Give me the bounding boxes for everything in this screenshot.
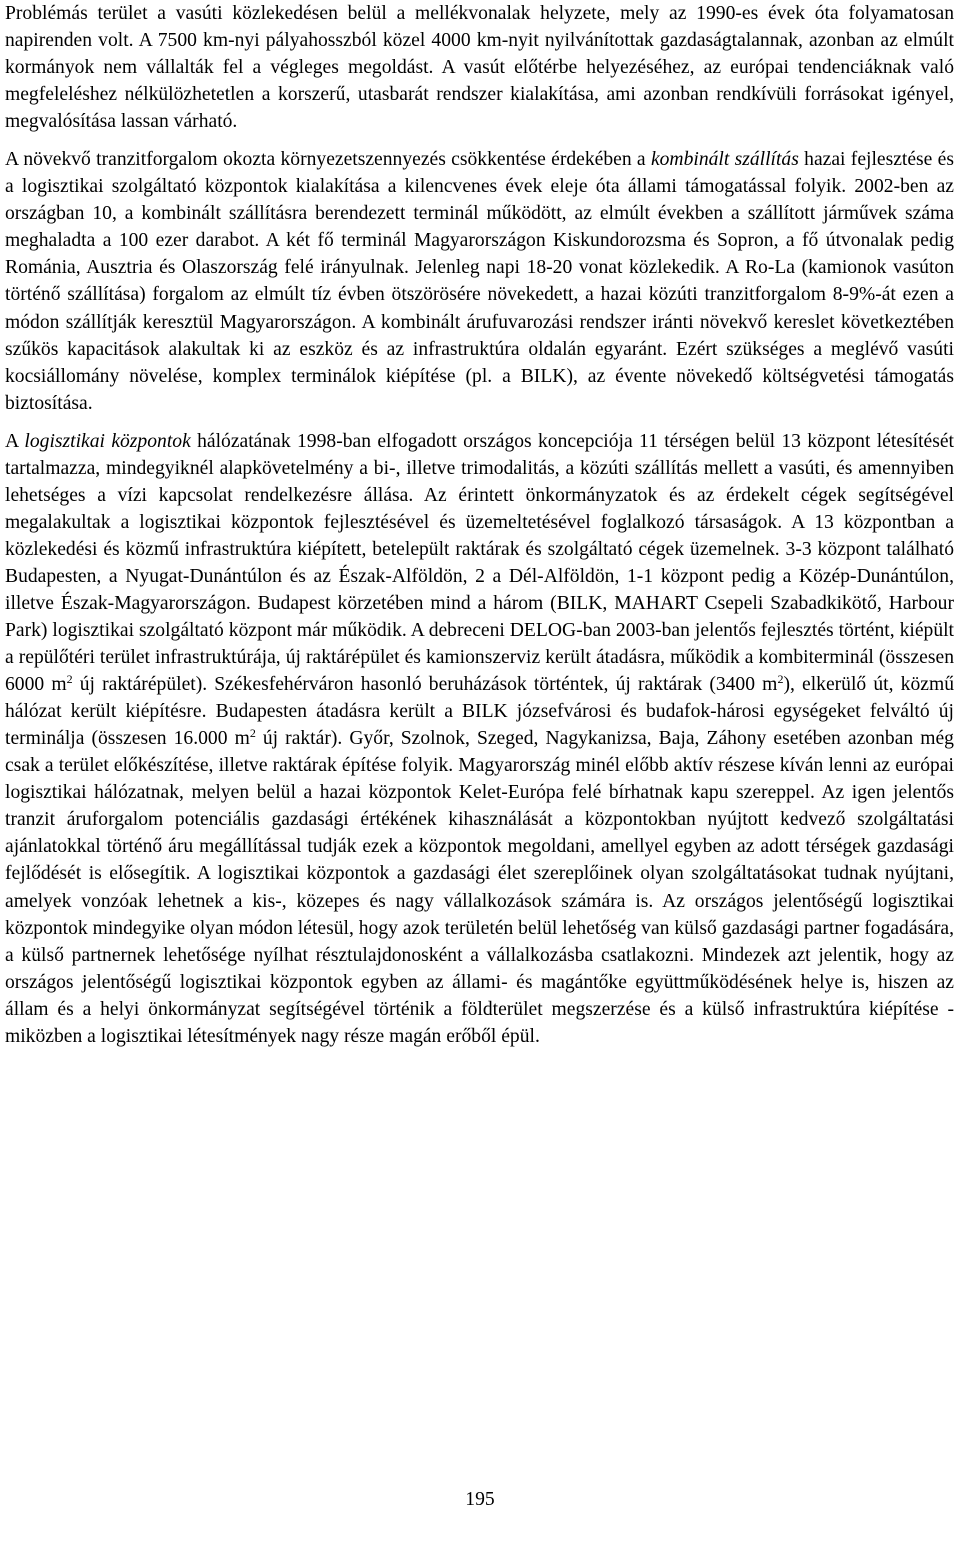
superscript: 2 <box>777 672 784 687</box>
superscript: 2 <box>66 672 73 687</box>
document-page <box>5 0 954 1050</box>
italic-term: logisztikai központok <box>24 430 191 452</box>
text-run: ), elkerülő út, közmű hálózat került kiépítésre. Budapesten átadásra került a BILK józsefvárosi és budafok-hárosi egységeket felváltó új terminálja (összesen 16.000 m <box>5 674 954 750</box>
text-run: új raktár). Győr, Szolnok, Szeged, Nagykanizsa, Baja, Záhony esetében azonban még csak a terület előkészítése, illetve raktárak építése folyik. Magyarország minél előbb aktív részese kíván lenni az európai logisztikai hálózatnak, melyen belül a hazai központok Kelet-Európa felé bírhatnak kapu szereppel. Az igen jelentős tranzit áruforgalom potenciális gazdasági értékének kihasználását a központokban nyújtott kedvező szolgáltatási ajánlatokkal történő áru megállítással tudják ezek a központok megoldani, amellyel egyben az adott térségek gazdasági fejlődését is elősegítik. A logisztikai központok a gazdasági élet szereplőinek olyan szolgáltatásokat tudnak nyújtani, amelyek vonzóak lehetnek a kis-, közepes és nagy vállalkozások számára is. Az országos jelentőségű logisztikai központok mindegyike olyan módon létesül, hogy azok területén belül lehetőség van külső gazdasági partner fogadására, a külső partnernek lehetősége nyílhat résztulajdonosként a vállalkozásba csatlakozni. Mindezek azt jelentik, hogy az országos jelentőségű logisztikai központok egyben az állami- és magántőke együttműködésének helye is, hiszen az állam és a helyi önkormányzat segítségével történik a földterület megszerzése és a külső infrastruktúra kiépítése - miközben a logisztikai létesítmények nagy része magán erőből épül. <box>5 728 954 1047</box>
paragraph-railway-branch-lines <box>5 0 954 135</box>
paragraph-combined-transport <box>5 146 954 416</box>
text-run: új raktárépület). Székesfehérváron hasonló beruházások történtek, új raktárak (3400 m <box>72 674 778 696</box>
page-number: 195 <box>465 1489 495 1510</box>
text-run: hálózatának 1998-ban elfogadott országos koncepciója 11 térségen belül 13 központ létesítését tartalmazza, mindegyiknél alapkövetelmény a bi-, illetve trimodalitás, a közúti szállítás mellett a vasúti, és amennyiben lehetséges a vízi kapcsolat rendelkezésre állása. Az érintett önkormányzatok és az érdekelt cégek segítségével megalakultak a logisztikai központok fejlesztésével és üzemeltetésével foglalkozó társaságok. A 13 központban a közlekedési és közmű infrastruktúra kiépített, betelepült raktárak és szolgáltató cégek üzemelnek. 3-3 központ található Budapesten, a Nyugat-Dunántúlon és az Észak-Alföldön, 2 a Dél-Alföldön, 1-1 központ pedig a Közép-Dunántúlon, illetve Észak-Magyarországon. Budapest körzetében mind a három (BILK, MAHART Csepeli Szabadkikötő, Harbour Park) logisztikai szolgáltató központ már működik. A debreceni DELOG-ban 2003-ban jelentős fejlesztés történt, kiépült a repülőtéri terület infrastruktúrája, új raktárépület és kamionszerviz került átadásra, működik a kombiterminál (összesen 6000 m <box>5 430 954 696</box>
text-run: A növekvő tranzitforgalom okozta környezetszennyezés csökkentése érdekében a <box>5 149 651 171</box>
text-run: hazai fejlesztése és a logisztikai szolgáltató központok kialakítása a kilencvenes évek eleje óta állami támogatással folyik. 2002-ben az országban 10, a kombinált szállításra berendezett terminál működött, az elmúlt években a szállított járművek száma meghaladta a 100 ezer darabot. A két fő terminál Magyarországon Kiskundorozsma és Sopron, a fő útvonalak pedig Románia, Ausztria és Olaszország felé irányulnak. Jelenleg napi 18-20 vonat közlekedik. A Ro-La (kamionok vasúton történő szállítása) forgalom az elmúlt tíz évben ötszörösére növekedett, a hazai közúti tranzitforgalom 8-9%-át ezen a módon szállítják keresztül Magyarországon. A kombinált árufuvarozási rendszer iránti növekvő kereslet következtében szűkös kapacitások alakultak ki az eszköz és az infrastruktúra oldalán egyaránt. Ezért szükséges a meglévő vasúti kocsiállomány növelése, komplex terminálok kiépítése (pl. a BILK), az évente növekedő költségvetési támogatás biztosítása. <box>5 149 955 414</box>
text-run: A <box>5 430 25 452</box>
italic-term: kombinált szállítás <box>650 149 799 171</box>
paragraph-logistics-centers <box>5 428 954 1050</box>
body-text <box>5 0 954 1050</box>
text-run: Problémás terület a vasúti közlekedésen belül a mellékvonalak helyzete, mely az 1990-es évek óta folyamatosan napirenden volt. A 7500 km-nyi pályahosszból közel 4000 km-nyit nyilvánítottak gazdaságtalannak, azonban az elmúlt kormányok nem vállalták fel a végleges megoldást. A vasút előtérbe helyezéséhez, az európai tendenciáknak való megfeleléshez nélkülözhetetlen a korszerű, utasbarát rendszer kialakítása, ami azonban rendkívüli forrásokat igényel, megvalósítása lassan várható. <box>5 3 954 133</box>
superscript: 2 <box>249 726 256 741</box>
